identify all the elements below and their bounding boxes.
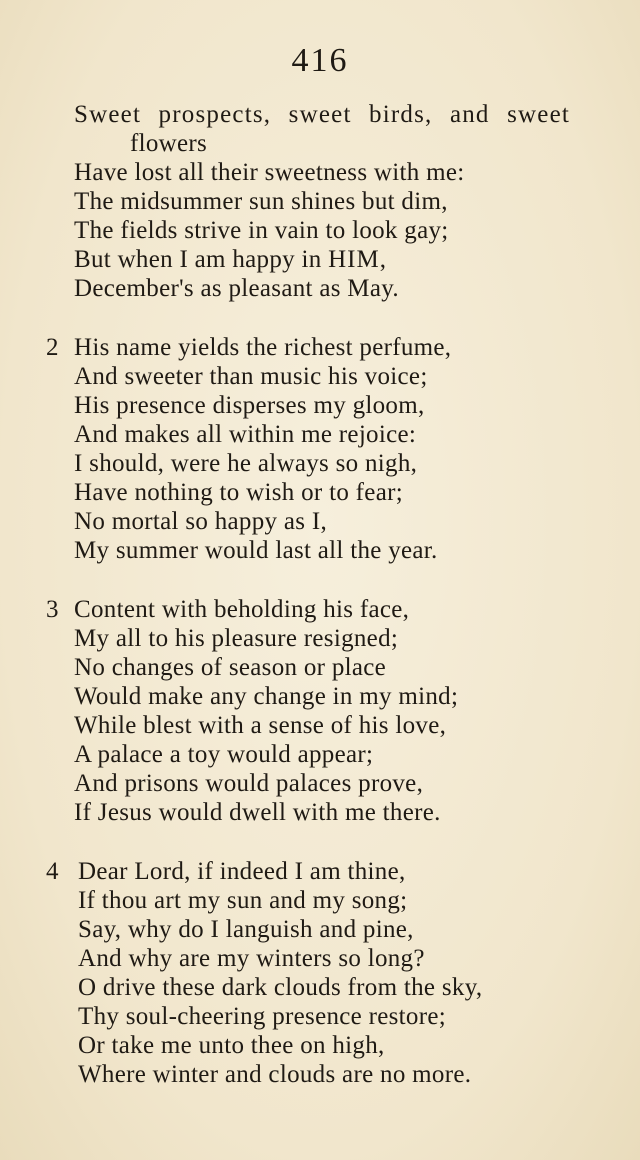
stanza-2-line-4: And makes all within me rejoice: [74, 421, 417, 448]
stanza-4-line-6: Thy soul-cheering presence restore; [78, 1003, 446, 1030]
stanza-2-line-8: My summer would last all the year. [74, 537, 438, 564]
stanza-3-line-2: My all to his pleasure resigned; [74, 625, 399, 652]
stanza-1-line-4: The fields strive in vain to look gay; [74, 217, 449, 244]
stanza-4-line-5: O drive these dark clouds from the sky, [78, 974, 483, 1001]
stanza-4-number: 4 [46, 858, 59, 885]
stanza-1-line-5-text: But when I am happy in [74, 246, 322, 273]
stanza-4 [0, 857, 640, 1089]
stanza-1-line-2: Have lost all their sweetness with me: [74, 159, 465, 186]
stanza-1 [0, 100, 640, 303]
stanza-1-line-5-punct: , [379, 246, 387, 273]
stanza-2-number: 2 [46, 334, 59, 361]
stanza-3-line-7: And prisons would palaces prove, [74, 770, 424, 797]
stanza-3-number: 3 [46, 596, 59, 623]
stanza-3 [0, 595, 640, 827]
stanza-4-line-2: If thou art my sun and my song; [78, 887, 408, 914]
stanza-2-line-7: No mortal so happy as I, [74, 508, 327, 535]
stanza-3-line-5: While blest with a sense of his love, [74, 712, 447, 739]
hymn-text [0, 100, 640, 1119]
stanza-2-line-2: And sweeter than music his voice; [74, 363, 428, 390]
stanza-1-line-1: Sweet prospects, sweet birds, and sweet [74, 101, 571, 128]
stanza-2-line-3: His presence disperses my gloom, [74, 392, 425, 419]
stanza-3-line-8: If Jesus would dwell with me there. [74, 799, 441, 826]
stanza-1-line-3: The midsummer sun shines but dim, [74, 188, 448, 215]
stanza-4-line-4: And why are my winters so long? [78, 945, 425, 972]
stanza-2-line-1: His name yields the richest perfume, [74, 334, 452, 361]
stanza-4-line-1: Dear Lord, if indeed I am thine, [78, 858, 406, 885]
stanza-1-line-1-continuation: flowers [130, 130, 208, 157]
stanza-3-line-3: No changes of season or place [74, 654, 387, 681]
stanza-3-line-4: Would make any change in my mind; [74, 683, 459, 710]
stanza-4-line-7: Or take me unto thee on high, [78, 1032, 385, 1059]
stanza-3-line-1: Content with beholding his face, [74, 596, 410, 623]
stanza-4-line-3: Say, why do I languish and pine, [78, 916, 414, 943]
stanza-1-line-5 [0, 245, 640, 274]
stanza-1-line-5-smallcaps: HIM [328, 246, 380, 273]
stanza-3-line-6: A palace a toy would appear; [74, 741, 374, 768]
stanza-2-line-5: I should, were he always so nigh, [74, 450, 418, 477]
stanza-1-line-6: December's as pleasant as May. [74, 275, 399, 302]
stanza-2 [0, 333, 640, 565]
page-number: 416 [291, 42, 349, 79]
stanza-2-line-6: Have nothing to wish or to fear; [74, 479, 403, 506]
stanza-4-line-8: Where winter and clouds are no more. [78, 1061, 472, 1088]
